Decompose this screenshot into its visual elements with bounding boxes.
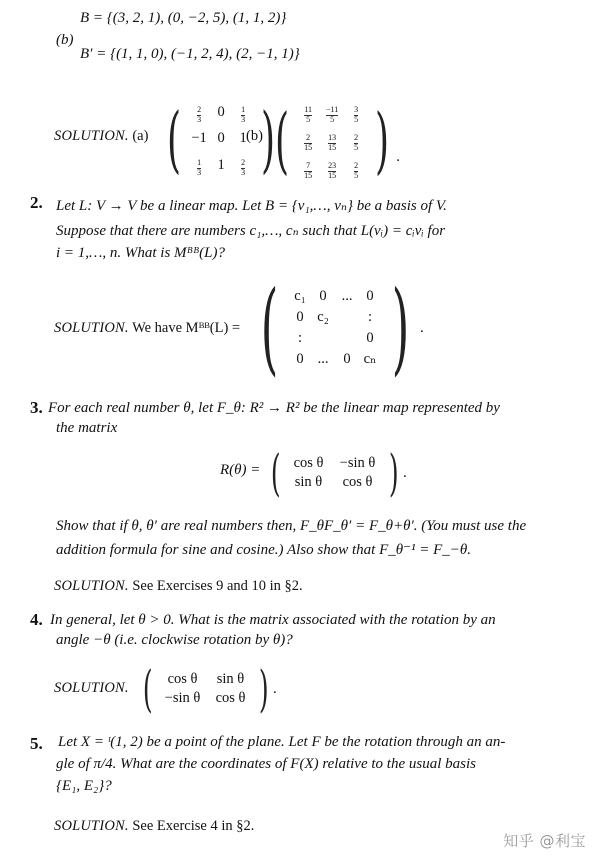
fraction: $\frac{2}{3}$	[241, 158, 246, 177]
solution-text: We have Mᴮᴮ(L) =	[132, 320, 241, 336]
matrix-cell: 0	[319, 288, 327, 304]
matrix-cell: 0	[217, 130, 225, 146]
matrix-cell	[344, 156, 368, 180]
solution-text: See Exercises 9 and 10 in §2.	[132, 578, 303, 594]
matrix-cell	[188, 100, 210, 124]
matrix-cell: cos θ	[167, 671, 198, 687]
matrix-b: ( $\frac{11}{5}$ $\frac{-11}{5}$ $\frac{3}{5}$ $\frac{2}{15}$ $\frac{13}{15}$ $\frac{2}{5}$ $\frac{7}{15}$ $\frac{23}{15}$ $\frac{2}{5}$ ) .	[275, 98, 400, 182]
matrix-cell: ...	[317, 351, 329, 367]
part-b-sol-label: (b)	[246, 128, 263, 144]
fraction: $\frac{11}{5}$	[304, 105, 312, 124]
q5-line3: {E₁, E₂}?	[56, 778, 112, 794]
solution-1	[54, 128, 148, 145]
fraction: $\frac{1}{3}$	[241, 105, 246, 124]
q2-line1: Let L: V → V be a linear map. Let B = {v₁,…, vₙ} be a basis of V.	[56, 198, 447, 214]
fraction: $\frac{1}{3}$	[197, 158, 202, 177]
fraction: $\frac{3}{5}$	[354, 105, 359, 124]
fraction: $\frac{-11}{5}$	[325, 105, 339, 124]
matrix-cell	[232, 153, 254, 177]
matrix-cell: c₂	[317, 309, 329, 325]
q2-line2: Suppose that there are numbers c₁,…, cₙ such that L(vᵢ) = cᵢvᵢ for	[56, 223, 446, 239]
part-a-label: (a)	[132, 128, 149, 144]
matrix-cell: cos θ	[293, 455, 324, 471]
matrix-cell: −1	[191, 130, 207, 146]
fraction: $\frac{2}{5}$	[354, 161, 359, 180]
matrix-cell	[188, 153, 210, 177]
q2-line3: i = 1,…, n. What is Mᴮᴮ(L)?	[56, 245, 225, 261]
matrix-cell: c₁	[294, 288, 306, 304]
matrix-rotation: ( cos θ −sin θ sin θ cos θ ) .	[270, 444, 407, 502]
r-theta-lhs: R(θ) =	[220, 462, 261, 478]
fraction: $\frac{2}{3}$	[197, 105, 202, 124]
fraction: $\frac{2}{5}$	[354, 133, 359, 152]
matrix-cell	[320, 128, 344, 152]
matrix-cell: 1	[239, 130, 247, 146]
matrix-cell: cₙ	[363, 351, 377, 367]
matrix-cell: 0	[366, 330, 374, 346]
q3-line2: the matrix	[56, 420, 118, 436]
matrix-a: ( $\frac{2}{3}$ 0 $\frac{1}{3}$ −1 0 1 $\frac{1}{3}$ 1 $\frac{2}{3}$ )	[167, 96, 276, 181]
basis-B-prime: B′ = {(1, 1, 0), (−1, 2, 4), (2, −1, 1)}	[80, 46, 300, 62]
matrix-cell	[320, 100, 344, 124]
solution-2	[54, 320, 240, 337]
matrix-cell: cos θ	[342, 474, 373, 490]
matrix-cell: 0	[296, 351, 304, 367]
q3-line3: Show that if θ, θ′ are real numbers then, F_θF_θ′ = F_θ+θ′. (You must use the	[56, 518, 527, 534]
fraction: $\frac{7}{15}$	[304, 161, 313, 180]
q5-number: 5.	[30, 734, 43, 753]
q3-line1: For each real number θ, let F_θ: R² → R² be the linear map represented by	[48, 400, 500, 416]
matrix-cell: :	[368, 309, 373, 325]
solution-label: SOLUTION.	[54, 680, 129, 696]
fraction: $\frac{23}{15}$	[328, 161, 337, 180]
fraction: $\frac{2}{15}$	[304, 133, 313, 152]
q4-line2: angle −θ (i.e. clockwise rotation by θ)?	[56, 632, 293, 648]
matrix-cell	[344, 128, 368, 152]
solution-label: SOLUTION.	[54, 128, 129, 144]
matrix-cell: :	[298, 330, 303, 346]
matrix-cell: 1	[217, 156, 225, 173]
q3-line4: addition formula for sine and cosine.) Also show that F_θ⁻¹ = F_−θ.	[56, 542, 472, 558]
basis-B: B = {(3, 2, 1), (0, −2, 5), (1, 1, 2)}	[80, 10, 287, 26]
q4-line1: In general, let θ > 0. What is the matrix associated with the rotation by an	[50, 612, 496, 628]
matrix-cell	[296, 156, 320, 180]
solution-label: SOLUTION.	[54, 320, 129, 336]
watermark: 知乎 @利宝	[503, 832, 586, 850]
q2-number: 2.	[30, 193, 43, 212]
matrix-cell: −sin θ	[164, 690, 201, 706]
matrix-cell: −sin θ	[339, 455, 376, 471]
matrix-cell: sin θ	[294, 474, 323, 490]
matrix-cell: 0	[296, 309, 304, 325]
q5-line2: gle of π/4. What are the coordinates of F(X) relative to the usual basis	[56, 756, 476, 772]
matrix-cell	[232, 100, 254, 124]
matrix-cell	[296, 100, 320, 124]
solution-text: See Exercise 4 in §2.	[132, 818, 255, 834]
matrix-cell	[320, 156, 344, 180]
matrix-cell: 0	[366, 288, 374, 304]
solution-label: SOLUTION.	[54, 818, 129, 834]
fraction: $\frac{13}{15}$	[328, 133, 337, 152]
matrix-cell: 0	[343, 351, 351, 367]
matrix-cell: 0	[217, 103, 225, 120]
matrix-cell	[296, 128, 320, 152]
solution-3	[54, 578, 303, 595]
q4-number: 4.	[30, 610, 43, 629]
solution-5	[54, 818, 254, 835]
solution-4	[54, 680, 129, 697]
matrix-diag: ( c₁ 0 ... 0 0 c₂ : : 0 0 ... 0 cₙ ) .	[260, 269, 424, 386]
matrix-cell: sin θ	[216, 671, 245, 687]
q5-line1: Let X = ᵗ(1, 2) be a point of the plane. Let F be the rotation through an an-	[58, 734, 506, 750]
matrix-clockwise: ( cos θ sin θ −sin θ cos θ ) .	[142, 660, 277, 718]
q3-number: 3.	[30, 398, 43, 417]
matrix-cell: cos θ	[215, 690, 246, 706]
part-b-label: (b)	[56, 32, 74, 48]
solution-label: SOLUTION.	[54, 578, 129, 594]
matrix-cell: ...	[341, 288, 353, 304]
matrix-cell	[344, 100, 368, 124]
